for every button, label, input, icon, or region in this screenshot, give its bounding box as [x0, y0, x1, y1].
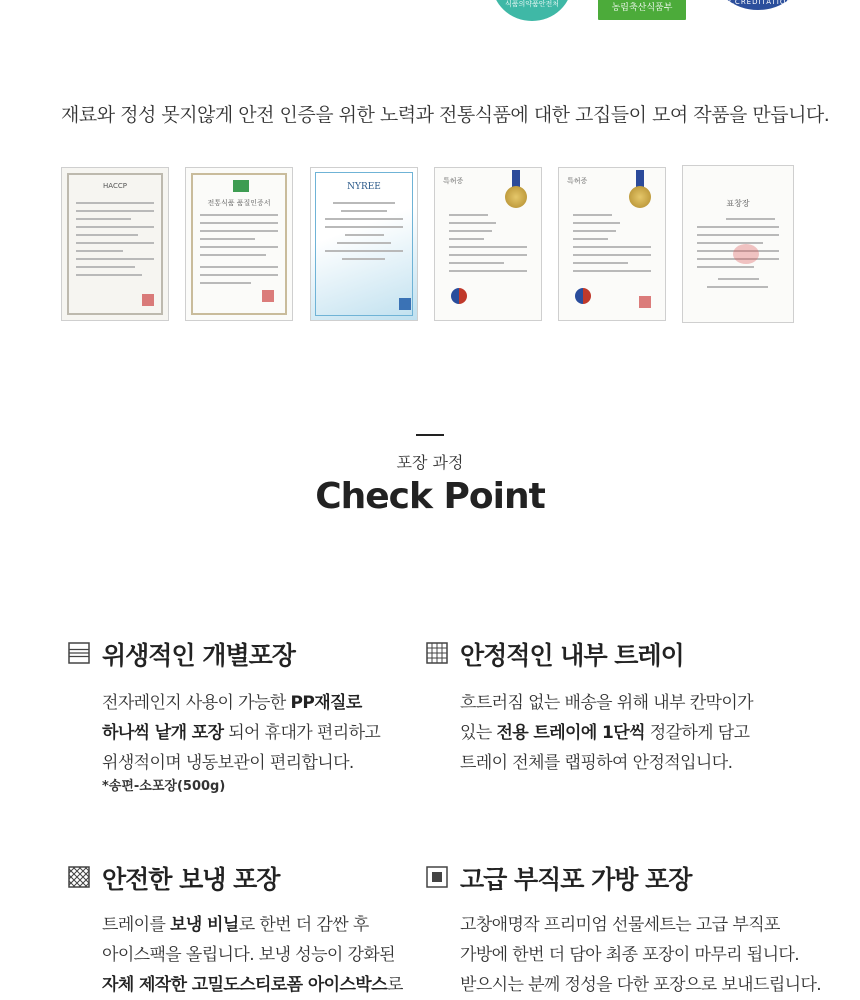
certificate-title: 표창장	[726, 199, 750, 208]
certificate-haccp	[61, 167, 169, 321]
item-title: 위생적인 개별포장	[102, 641, 295, 670]
item-note: *송편-소포장(500g)	[102, 779, 226, 794]
item-line: 하나씩 낱개 포장 되어 휴대가 편리하고	[102, 723, 381, 743]
quality-logo-icon	[233, 180, 249, 192]
certificate-patent-1	[434, 167, 542, 321]
certificate-title: 특허증	[443, 177, 464, 185]
item-title: 고급 부직포 가방 포장	[460, 865, 692, 894]
grid-icon	[426, 642, 448, 664]
item-title: 안정적인 내부 트레이	[460, 641, 684, 670]
list-lines-icon	[68, 642, 90, 664]
item-line: 트레이 전체를 랩핑하여 안정적입니다.	[460, 753, 733, 773]
crosshatch-icon	[68, 866, 90, 888]
accreditation-badge	[712, 0, 804, 10]
haccp-badge-text: 식품의약품안전처	[504, 0, 560, 8]
item-line: 아이스팩을 올립니다. 보냉 성능이 강화된	[102, 945, 395, 965]
item-line: 전자레인지 사용이 가능한 PP재질로	[102, 693, 362, 713]
intro-text: 재료와 정성 못지않게 안전 인증을 위한 노력과 전통식품에 대한 고집들이 모여 작품을 만듭니다.	[61, 104, 830, 126]
certificate-quality	[185, 167, 293, 321]
item-line: 위생적이며 냉동보관이 편리합니다.	[102, 753, 354, 773]
item-line: 가방에 한번 더 담아 최종 포장이 마무리 됩니다.	[460, 945, 800, 965]
medal-icon	[505, 186, 527, 208]
korea-seal-icon	[451, 288, 467, 304]
square-box-icon	[426, 866, 448, 888]
certificate-award	[682, 165, 794, 323]
item-line: 트레이를 보냉 비닐로 한번 더 감싼 후	[102, 915, 369, 935]
item-title: 안전한 보냉 포장	[102, 865, 280, 894]
certificate-title: HACCP	[103, 182, 127, 190]
certificate-title: 전통식품 품질인증서	[207, 199, 271, 207]
accreditation-badge-text: ACCREDITATION	[723, 0, 793, 6]
haccp-badge	[492, 0, 572, 21]
section-divider	[416, 434, 444, 436]
section-subtitle: 포장 과정	[396, 453, 464, 472]
korea-seal-icon	[575, 288, 591, 304]
item-line: 있는 전용 트레이에 1단씩 정갈하게 담고	[460, 723, 750, 743]
medal-icon	[629, 186, 651, 208]
certificate-patent-2	[558, 167, 666, 321]
item-line: 고창애명작 프리미엄 선물세트는 고급 부직포	[460, 915, 780, 935]
item-line: 받으시는 분께 정성을 다한 포장으로 보내드립니다.	[460, 975, 822, 995]
section-title: Check Point	[315, 476, 545, 517]
certificate-registration	[310, 167, 418, 321]
agriculture-ministry-badge: 농림축산식품부	[598, 0, 686, 20]
item-line: 자체 제작한 고밀도스티로폼 아이스박스로	[102, 975, 403, 995]
certificate-title: NYREE	[347, 182, 381, 192]
certificate-title: 특허증	[567, 177, 588, 185]
item-line: 흐트러짐 없는 배송을 위해 내부 칸막이가	[460, 693, 753, 713]
